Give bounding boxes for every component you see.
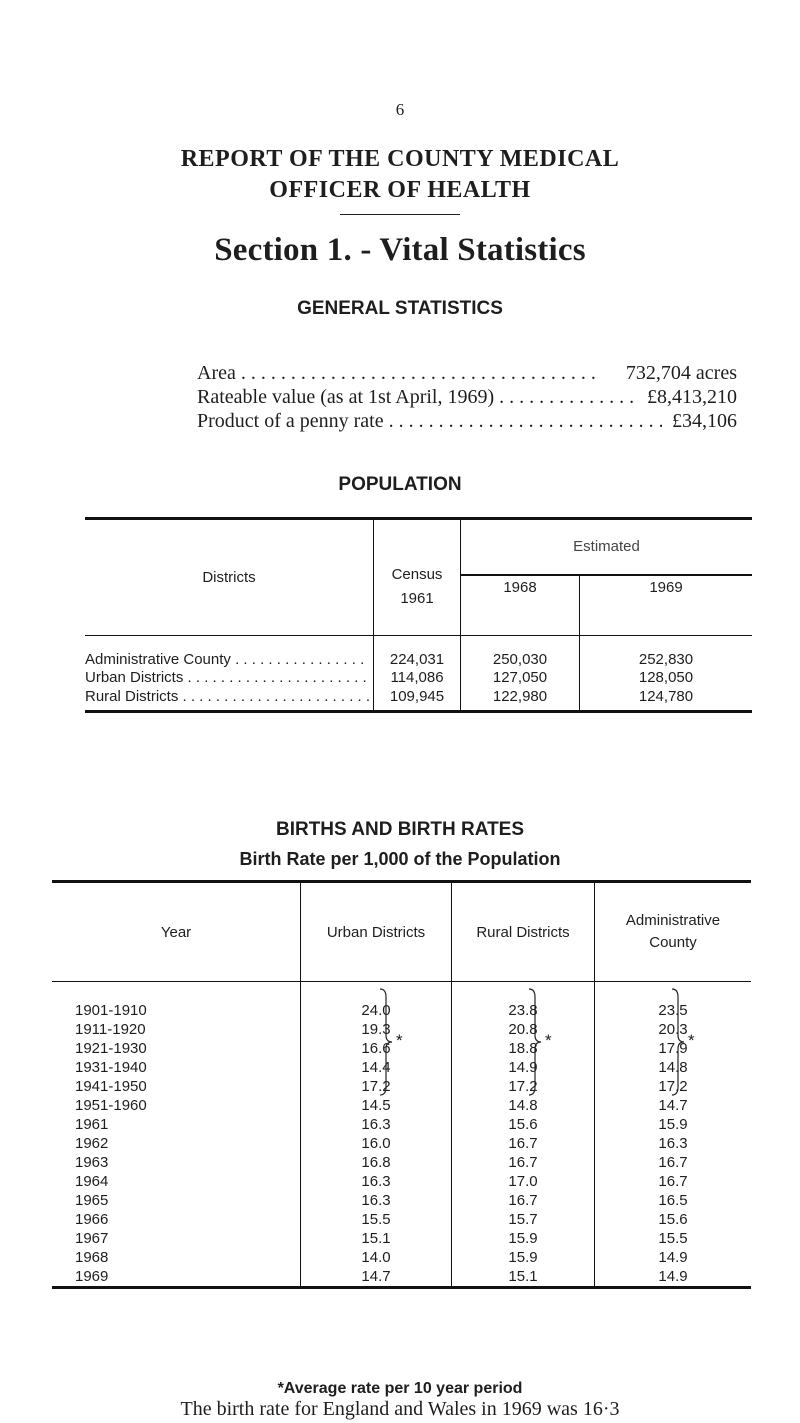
admin-cell: 14.7 <box>595 1096 752 1115</box>
stat-value: £34,106 <box>672 410 737 432</box>
admin-cell: 20.3 <box>595 1020 752 1039</box>
col-header-year: Year <box>52 882 301 982</box>
rural-cell: 17.0 <box>452 1172 595 1191</box>
rural-cell: 16.7 <box>452 1134 595 1153</box>
col-header-census: Census 1961 <box>374 519 461 636</box>
year-cell: 1931-1940 <box>75 1059 147 1076</box>
census-value: 109,945 <box>374 688 461 712</box>
table-row <box>52 1191 751 1210</box>
rural-cell: 14.9 <box>452 1058 595 1077</box>
rural-cell: 18.8 <box>452 1039 595 1058</box>
rural-cell: 15.9 <box>452 1248 595 1267</box>
year-cell: 1921-1930 <box>75 1040 147 1057</box>
year-cell: 1951-1960 <box>75 1097 147 1114</box>
urban-cell: 16.8 <box>301 1153 452 1172</box>
estimate-1968-value: 127,050 <box>461 668 580 688</box>
page-number: 6 <box>395 100 405 119</box>
year-cell: 1961 <box>75 1116 109 1133</box>
urban-cell: 14.5 <box>301 1096 452 1115</box>
table-row <box>52 1153 751 1172</box>
table-row <box>52 1172 751 1191</box>
admin-cell: 17.9 <box>595 1039 752 1058</box>
table-row <box>52 1267 751 1288</box>
population-heading: POPULATION <box>338 474 462 495</box>
urban-cell: 14.0 <box>301 1248 452 1267</box>
col-header-admin: Administrative County <box>595 882 752 982</box>
admin-cell: 14.9 <box>595 1267 752 1288</box>
stat-row-area <box>197 362 737 386</box>
stat-value: £8,413,210 <box>647 386 737 408</box>
col-header-urban: Urban Districts <box>301 882 452 982</box>
stat-row-penny-rate <box>197 410 737 434</box>
report-title <box>0 144 800 206</box>
rural-cell: 15.9 <box>452 1229 595 1248</box>
report-title-line1: REPORT OF THE COUNTY MEDICAL <box>180 146 620 172</box>
district-name: Rural Districts . . . <box>85 688 374 712</box>
table-row <box>52 1134 751 1153</box>
urban-cell: 14.4 <box>301 1058 452 1077</box>
admin-cell: 17.2 <box>595 1077 752 1096</box>
rural-brace <box>529 989 541 1095</box>
stat-row-rateable-value <box>197 386 737 410</box>
rural-cell: 23.8 <box>452 1001 595 1020</box>
rural-asterisk: * <box>545 1031 552 1050</box>
table-row <box>52 1229 751 1248</box>
rural-cell: 14.8 <box>452 1096 595 1115</box>
admin-cell: 15.9 <box>595 1115 752 1134</box>
year-cell: 1901-1910 <box>75 1002 147 1019</box>
admin-brace <box>672 989 684 1095</box>
urban-cell: 17.2 <box>301 1077 452 1096</box>
estimate-1969-value: 124,780 <box>580 688 753 712</box>
col-header-rural: Rural Districts <box>452 882 595 982</box>
stat-label: Product of a penny rate . . . <box>197 410 662 434</box>
general-statistics-list <box>197 362 737 442</box>
admin-cell: 16.7 <box>595 1172 752 1191</box>
year-cell: 1964 <box>75 1173 109 1190</box>
stat-label: Rateable value (as at 1st April, 1969) . . . <box>197 386 637 410</box>
rural-cell: 15.7 <box>452 1210 595 1229</box>
admin-cell: 16.7 <box>595 1153 752 1172</box>
year-cell: 1963 <box>75 1154 109 1171</box>
year-cell: 1968 <box>75 1249 109 1266</box>
admin-cell: 15.6 <box>595 1210 752 1229</box>
table-row <box>52 1115 751 1134</box>
england-wales-note: The birth rate for England and Wales in 1969 was 16·3 <box>180 1398 620 1420</box>
col-header-estimated: Estimated <box>461 519 753 575</box>
urban-cell: 16.3 <box>301 1191 452 1210</box>
estimate-1969-value: 128,050 <box>580 668 753 688</box>
rural-cell: 16.7 <box>452 1191 595 1210</box>
table-row <box>52 1210 751 1229</box>
urban-cell: 16.3 <box>301 1115 452 1134</box>
urban-cell: 16.0 <box>301 1134 452 1153</box>
year-cell: 1965 <box>75 1192 109 1209</box>
rural-cell: 20.8 <box>452 1020 595 1039</box>
rural-cell: 15.6 <box>452 1115 595 1134</box>
urban-brace <box>380 989 392 1095</box>
year-cell: 1962 <box>75 1135 109 1152</box>
census-value: 224,031 <box>374 636 461 668</box>
rural-cell: 16.7 <box>452 1153 595 1172</box>
urban-cell: 14.7 <box>301 1267 452 1288</box>
year-cell: 1969 <box>52 1267 301 1288</box>
year-cell: 1967 <box>75 1230 109 1247</box>
estimate-1968-value: 122,980 <box>461 688 580 712</box>
births-heading: BIRTHS AND BIRTH RATES <box>275 819 525 840</box>
urban-cell: 16.6 <box>301 1039 452 1058</box>
admin-cell: 16.3 <box>595 1134 752 1153</box>
admin-cell: 14.9 <box>595 1248 752 1267</box>
estimate-1968-value: 250,030 <box>461 636 580 668</box>
rural-cell: 17.2 <box>452 1077 595 1096</box>
estimate-1969-value: 252,830 <box>580 636 753 668</box>
year-cell: 1911-1920 <box>75 1021 146 1038</box>
year-cell: 1941-1950 <box>75 1078 147 1095</box>
table-row <box>52 1248 751 1267</box>
urban-cell: 16.3 <box>301 1172 452 1191</box>
urban-asterisk: * <box>396 1031 403 1050</box>
births-footnote: *Average rate per 10 year period <box>277 1380 523 1397</box>
admin-asterisk: * <box>688 1031 695 1050</box>
urban-cell: 24.0 <box>301 1001 452 1020</box>
urban-cell: 19.3 <box>301 1020 452 1039</box>
urban-cell: 15.5 <box>301 1210 452 1229</box>
census-value: 114,086 <box>374 668 461 688</box>
admin-cell: 23.5 <box>595 1001 752 1020</box>
col-header-1968: 1968 <box>461 575 580 636</box>
district-name: Administrative County . . . <box>85 636 374 668</box>
rural-cell: 15.1 <box>452 1267 595 1288</box>
admin-cell: 14.8 <box>595 1058 752 1077</box>
title-divider <box>340 214 460 215</box>
stat-value: 732,704 acres <box>625 362 737 384</box>
admin-cell: 15.5 <box>595 1229 752 1248</box>
year-cell: 1966 <box>75 1211 109 1228</box>
population-table <box>85 517 752 713</box>
col-header-districts: Districts <box>85 519 374 636</box>
section-title: Section 1. - Vital Statistics <box>214 232 586 268</box>
stat-label: Area . . . <box>197 362 616 386</box>
admin-cell: 16.5 <box>595 1191 752 1210</box>
col-header-1969: 1969 <box>580 575 753 636</box>
report-title-line2: OFFICER OF HEALTH <box>269 177 531 203</box>
district-name: Urban Districts . . . <box>85 668 374 688</box>
births-subheading: Birth Rate per 1,000 of the Population <box>239 849 561 869</box>
general-statistics-heading: GENERAL STATISTICS <box>297 298 503 319</box>
urban-cell: 15.1 <box>301 1229 452 1248</box>
